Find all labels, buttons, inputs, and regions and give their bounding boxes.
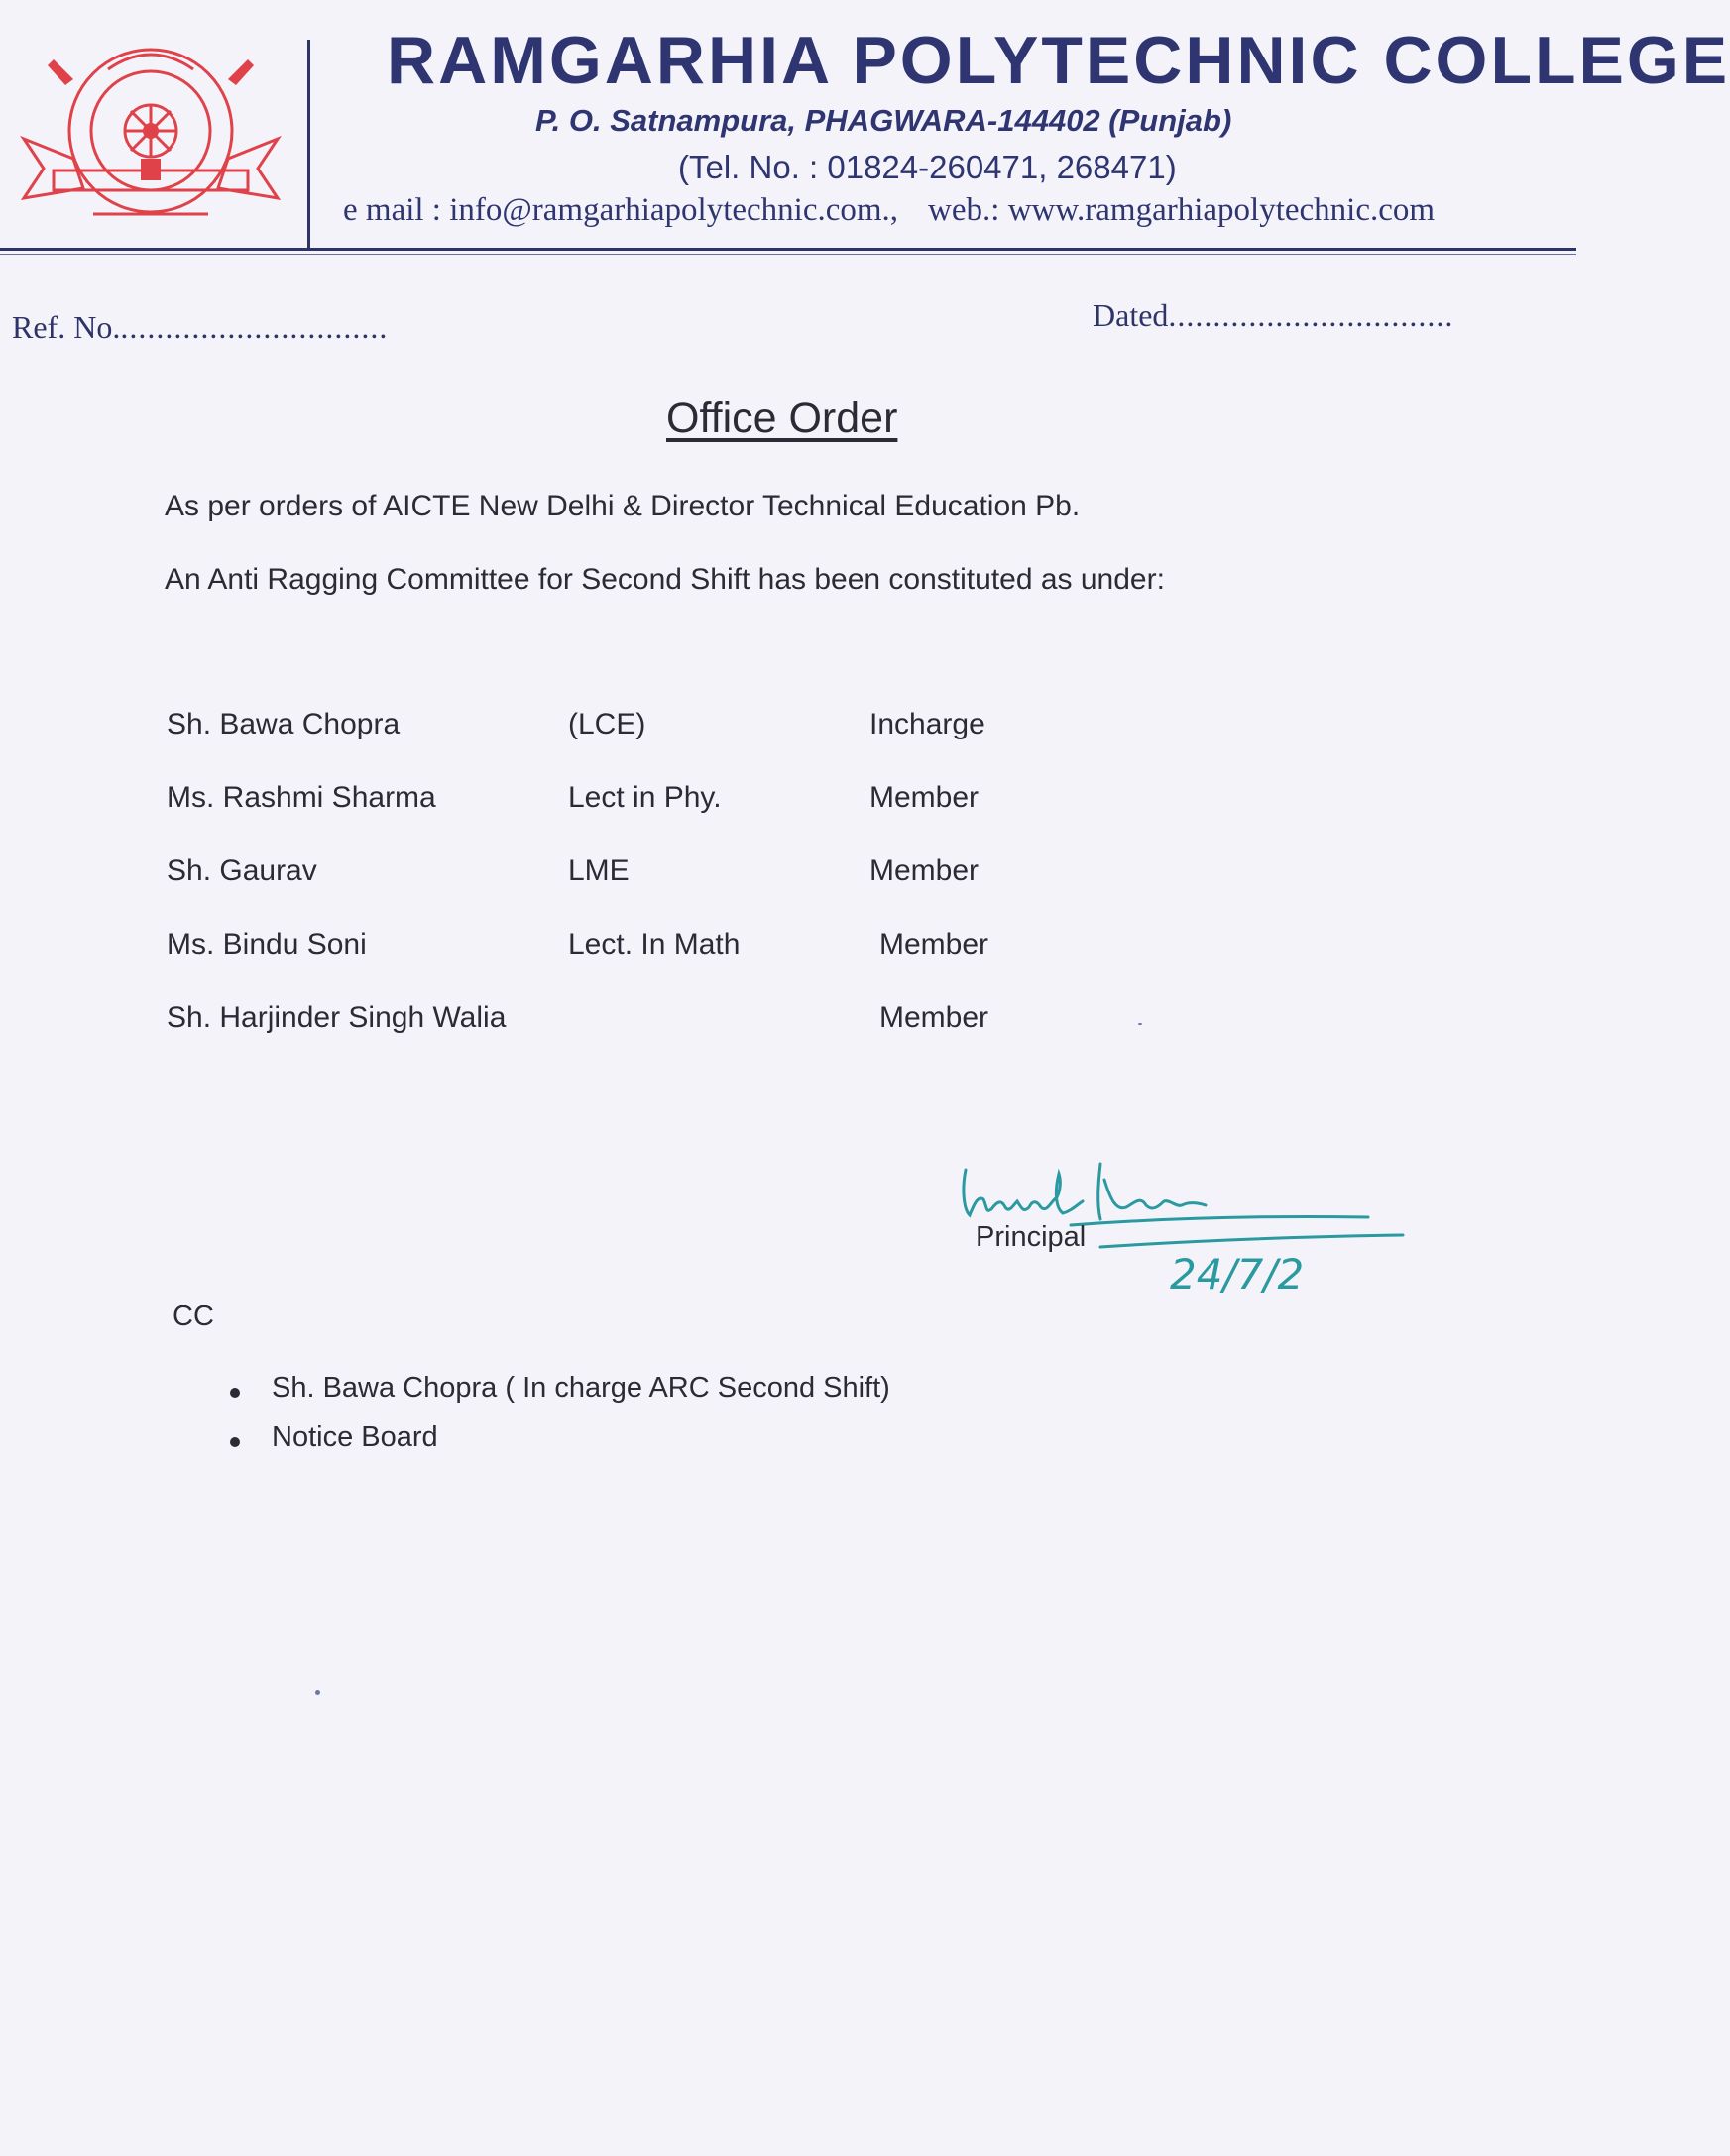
letterhead-vertical-divider: [307, 40, 310, 248]
paragraph-orders: As per orders of AICTE New Delhi & Director Technical Education Pb.: [165, 490, 1081, 522]
college-logo-stamp: [14, 40, 288, 248]
member-role: Member: [869, 781, 980, 814]
college-telephone: (Tel. No. : 01824-260471, 268471): [678, 149, 1177, 185]
document-title: Office Order: [666, 395, 898, 442]
cc-list-item: [224, 1421, 890, 1471]
scan-speck: [1138, 1023, 1142, 1025]
ref-label: Ref. No.: [12, 309, 121, 345]
cc-item-text: Sh. Bawa Chopra ( In charge ARC Second Shift): [272, 1372, 890, 1404]
letterhead-rule: [0, 248, 1576, 251]
cc-label: CC: [173, 1301, 214, 1332]
cc-list-item: [224, 1372, 890, 1421]
college-address: P. O. Satnampura, PHAGWARA-144402 (Punjab): [535, 103, 1232, 138]
letterhead-rule-thin: [0, 254, 1576, 255]
committee-member-row: [0, 928, 1576, 971]
dated-dots: ................................: [1168, 297, 1454, 333]
bullet-icon: [230, 1437, 240, 1447]
college-website: web.: www.ramgarhiapolytechnic.com: [928, 192, 1436, 228]
signature-date: 24/7/2: [1170, 1250, 1305, 1299]
bullet-icon: [230, 1388, 240, 1398]
member-designation: (LCE): [568, 708, 646, 740]
member-role: Member: [879, 928, 989, 961]
contact-line: [343, 192, 1435, 229]
member-name: Ms. Bindu Soni: [167, 928, 367, 961]
member-role: Member: [879, 1001, 989, 1034]
dated-label: Dated: [1093, 297, 1169, 333]
member-designation: Lect in Phy.: [568, 781, 722, 814]
member-role: Member: [869, 854, 980, 887]
paragraph-committee: An Anti Ragging Committee for Second Shift has been constituted as under:: [165, 563, 1165, 596]
college-email: e mail : info@ramgarhiapolytechnic.com.,: [343, 192, 899, 228]
committee-member-row: [0, 854, 1576, 898]
member-role: Incharge: [869, 708, 985, 740]
cc-item-text: Notice Board: [272, 1421, 438, 1453]
committee-member-row: [0, 781, 1576, 825]
ref-dots: ..............................: [120, 309, 389, 345]
dated-field: [1093, 297, 1453, 334]
member-name: Ms. Rashmi Sharma: [167, 781, 436, 814]
member-name: Sh. Bawa Chopra: [167, 708, 401, 740]
college-name: RAMGARHIA POLYTECHNIC COLLEGE: [387, 23, 1730, 98]
cc-list: [224, 1372, 890, 1471]
committee-member-row: [0, 708, 1576, 751]
reference-number-field: [12, 309, 388, 346]
member-designation: LME: [568, 854, 630, 887]
committee-member-row: [0, 1001, 1576, 1045]
member-designation: Lect. In Math: [568, 928, 741, 961]
scan-speck: [315, 1690, 320, 1695]
principal-title: Principal: [976, 1221, 1087, 1253]
member-name: Sh. Harjinder Singh Walia: [167, 1001, 507, 1034]
member-name: Sh. Gaurav: [167, 854, 317, 887]
